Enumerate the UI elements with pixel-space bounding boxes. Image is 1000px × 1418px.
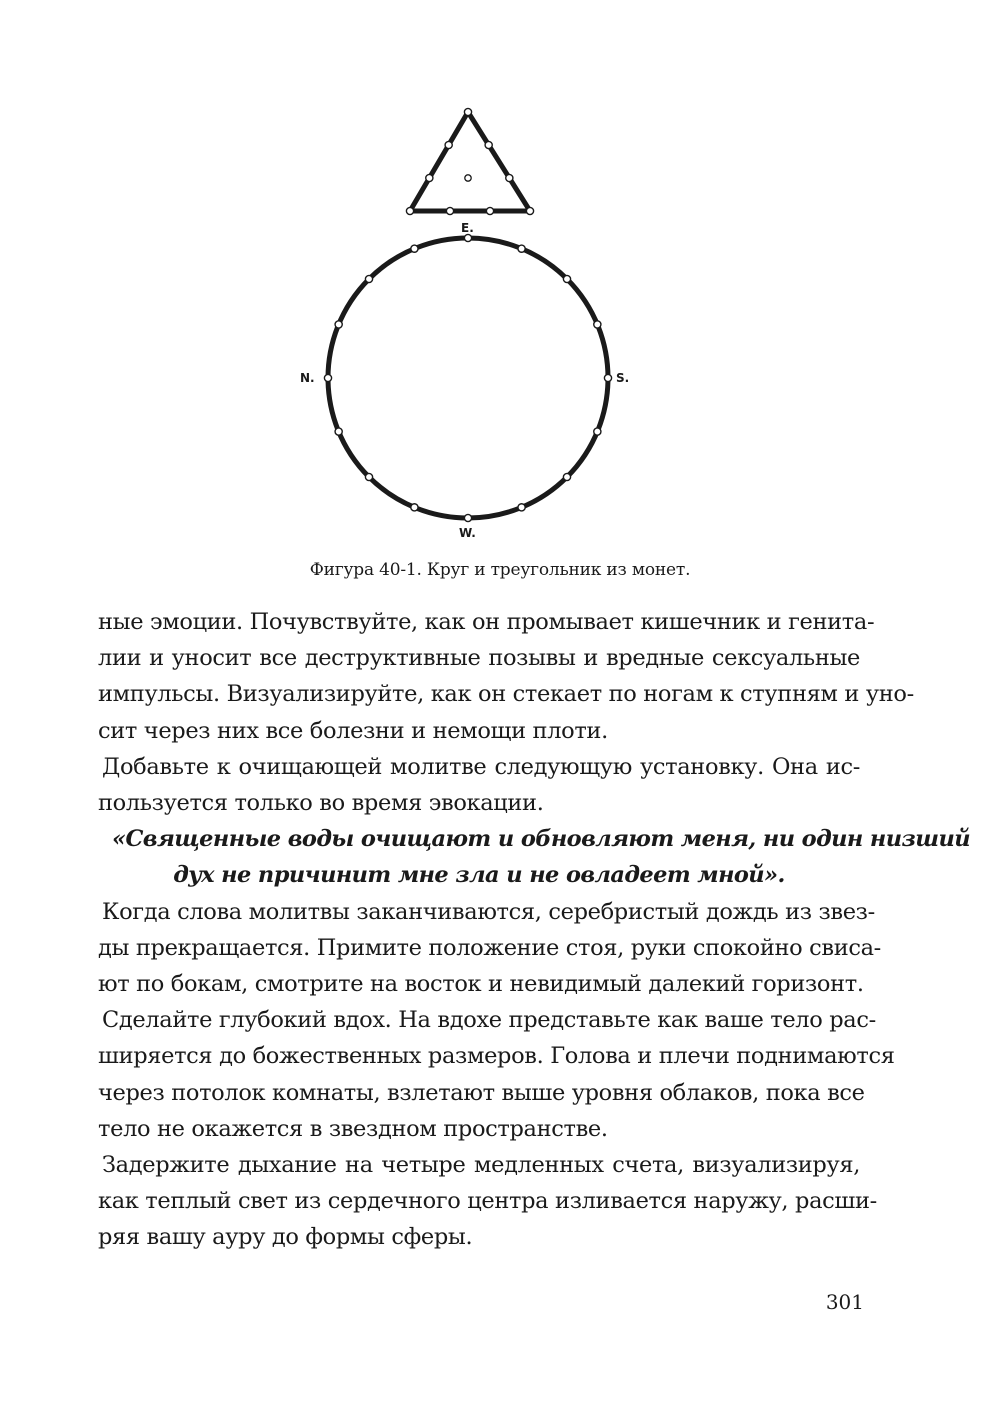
circle-coin [324,374,331,381]
text-line: ные эмоции. Почувствуйте, как он промывает кишечник и генита- [98,609,875,635]
text-line: как теплый свет из сердечного центра изливается наружу, расши- [98,1188,877,1215]
triangle-coin [406,207,413,214]
coin-triangle [410,112,530,211]
circle-coin [411,245,418,252]
triangle-coin [526,207,533,214]
text-line: ряя вашу ауру до формы сферы. [98,1224,473,1251]
paragraph-5 [98,1147,877,1256]
triangle-coin [446,207,453,214]
triangle-coin [445,141,452,148]
text-line: пользуется только во время эвокации. [98,790,544,817]
text-line: через потолок комнаты, взлетают выше уровня облаков, пока все [98,1079,865,1106]
circle-coin [411,504,418,511]
body-text [98,604,970,1256]
circle-coin [335,321,342,328]
circle-coin [594,321,601,328]
triangle-coin [485,141,492,148]
text-line: лии и уносит все деструктивные позывы и вредные сексуальные [98,645,860,672]
text-line: импульсы. Визуализируйте, как он стекает по ногам к ступням и уно- [98,681,914,708]
text-line: тело не окажется в звездном пространстве. [98,1115,608,1142]
circle-coin [518,245,525,252]
circle-coin [365,473,372,480]
page-number: 301 [825,1290,864,1314]
triangle-coin [486,207,493,214]
text-line: Задержите дыхание на четыре медленных счета, визуализируя, [102,1152,860,1179]
paragraph-2 [98,749,860,821]
paragraph-3 [98,894,881,1003]
circle-coins [324,234,611,521]
text-line: ширяется до божественных размеров. Голова и плечи поднимаются [98,1043,895,1070]
text-line: Добавьте к очищающей молитве следующую установку. Она ис- [102,753,860,780]
triangle-coin [464,108,471,115]
label-south: S. [616,371,630,385]
text-line: ют по бокам, смотрите на восток и невидимый далекий горизонт. [98,971,864,998]
label-north: N. [300,371,315,385]
circle-coin [604,374,611,381]
triangle-coin [426,174,433,181]
triangle-coins [406,108,533,214]
triangle-center-coin [465,175,471,181]
label-west: W. [459,526,476,540]
label-east: E. [461,221,474,235]
quote-line: «Священные воды очищают и обновляют меня, ни один низший [112,826,970,853]
text-line: Сделайте глубокий вдох. На вдохе представьте как ваше тело рас- [102,1007,876,1034]
circle-coin [365,275,372,282]
text-line: сит через них все болезни и немощи плоти. [98,717,608,744]
circle-coin [464,234,471,241]
figure-caption: Фигура 40-1. Круг и треугольник из монет. [309,560,691,580]
quote-line: дух не причинит мне зла и не овладеет мной». [173,862,785,889]
circle-coin [335,428,342,435]
paragraph-4 [98,1002,895,1147]
circle-coin [563,275,570,282]
triangle-coin [506,174,513,181]
circle-coin [464,514,471,521]
circle-coin [594,428,601,435]
text-line: ды прекращается. Примите положение стоя, руки спокойно свиса- [98,934,881,961]
text-line: Когда слова молитвы заканчиваются, серебристый дождь из звез- [102,898,875,925]
circle-coin [518,504,525,511]
circle-coin [563,473,570,480]
figure-circle-and-triangle [0,0,1000,560]
paragraph-1 [98,604,914,749]
quote-block [98,821,970,893]
